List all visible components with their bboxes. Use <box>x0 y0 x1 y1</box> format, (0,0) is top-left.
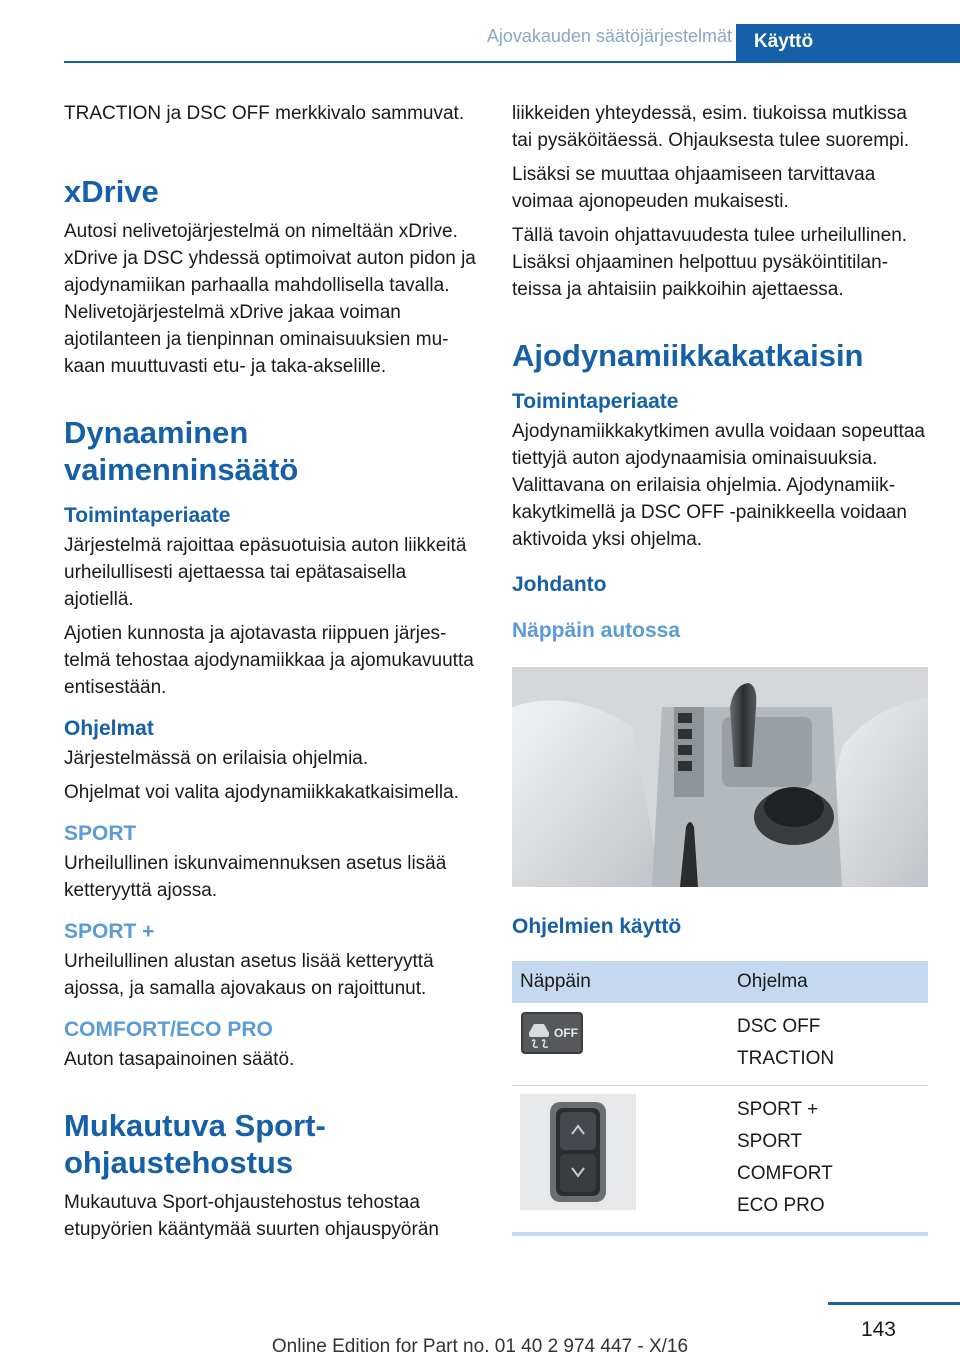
driving-dynamics-switch-icon <box>520 1094 636 1210</box>
center-console-photo <box>512 667 928 887</box>
steering-heading: Mukautuva Sportohjaustehostus <box>64 1108 326 1180</box>
programs-text-1: Järjestelmässä on erilaisia ohjelmia. <box>64 748 369 769</box>
header-rule <box>64 61 960 63</box>
rocker-programs <box>729 1086 928 1235</box>
steering-text: Mukautuva Sport-ohjaustehostus tehostaa etupyörien kääntymää suurten ohjauspyörän <box>64 1192 439 1240</box>
off-label: OFF <box>554 1026 578 1040</box>
comfort-eco-heading: COMFORT/ECO PRO <box>64 1018 273 1041</box>
online-edition-note: Online Edition for Part no. 01 40 2 974 447 - X/16 <box>271 1336 689 1357</box>
table-header-row <box>512 961 928 1003</box>
traction-text: TRACTION ja DSC OFF merkkivalo sammuvat. <box>64 103 465 124</box>
program-item: TRACTION <box>737 1048 835 1069</box>
in-car-heading: Näppäin autossa <box>512 619 681 642</box>
page-number: 143 <box>860 1318 896 1341</box>
sport-plus-heading: SPORT + <box>64 920 155 943</box>
program-item: SPORT <box>737 1131 803 1152</box>
table-row <box>512 1003 928 1086</box>
damper-text-1: Järjestelmä rajoittaa epäsuotuisia auton liikkeitä urheilullisesti ajettaessa tai epätasaisella ajotiellä. <box>64 535 467 610</box>
left-column <box>64 100 476 1250</box>
comfort-eco-text: Auton tasapainoinen säätö. <box>64 1049 295 1070</box>
program-item: ECO PRO <box>737 1195 825 1216</box>
program-item: DSC OFF <box>737 1016 821 1037</box>
footer-rule <box>828 1302 960 1305</box>
steering-cont-2: Lisäksi se muuttaa ohjaamiseen tarvittavaa voimaa ajonopeuden mukaisesti. <box>512 164 876 212</box>
intro-heading: Johdanto <box>512 573 607 596</box>
right-column <box>512 100 928 1236</box>
usage-heading: Ohjelmien käyttö <box>512 915 682 938</box>
damper-heading: Dynaaminen vaimenninsäätö <box>64 415 299 487</box>
sport-heading: SPORT <box>64 822 137 845</box>
switch-heading: Ajodynamiikkakatkaisin <box>512 338 864 373</box>
xdrive-heading: xDrive <box>64 174 159 209</box>
rocker-cell <box>512 1086 729 1235</box>
steering-cont-3: Tällä tavoin ohjattavuudesta tulee urheilullinen. Lisäksi ohjaaminen helpottuu pysäköintitilanteissa ja ahtaisiin paikkoihin ajettaessa. <box>512 225 908 300</box>
dsc-off-programs <box>729 1003 928 1086</box>
switch-subheading: Toimintaperiaate <box>512 390 679 413</box>
sport-text: Urheilullinen iskunvaimennuksen asetus lisää ketteryyttä ajossa. <box>64 853 447 901</box>
programs-text-2: Ohjelmat voi valita ajodynamiikkakatkaisimella. <box>64 782 459 803</box>
xdrive-text: Autosi nelivetojärjestelmä on nimeltään xDrive. xDrive ja DSC yhdessä optimoivat auton pidon ja ajodynamiikan parhaalla mahdollisella tavalla. Nelivetojärjestelmä xDrive jakaa voiman ajotilanteen ja tienpinnan ominaisuuksien mukaan muuttuvasti etu- ja taka-akselille. <box>64 221 476 377</box>
running-header-section: Ajovakauden säätöjärjestelmät <box>486 26 732 46</box>
dsc-off-cell <box>512 1003 729 1086</box>
console-illustration <box>512 667 928 887</box>
damper-subheading: Toimintaperiaate <box>64 504 231 527</box>
program-item: COMFORT <box>737 1163 833 1184</box>
dsc-off-button-icon <box>520 1011 584 1055</box>
sport-plus-text: Urheilullinen alustan asetus lisää ketteryyttä ajossa, ja samalla ajovakaus on rajoittunut. <box>64 951 434 999</box>
programs-table <box>512 961 928 1236</box>
col-button-header: Näppäin <box>512 961 729 1003</box>
table-row <box>512 1086 928 1235</box>
switch-text: Ajodynamiikkakytkimen avulla voidaan sopeuttaa tiettyjä auton ajodynaamisia ominaisuuksia. Valittavana on erilaisia ohjelmia. Ajodynamiikkakytkimellä ja DSC OFF -painikkeella voidaan aktivoida yksi ohjelma. <box>512 421 925 550</box>
col-program-header: Ohjelma <box>729 961 928 1003</box>
damper-text-2: Ajotien kunnosta ja ajotavasta riippuen järjestelmä tehostaa ajodynamiikkaa ja ajomukavuutta entisestään. <box>64 623 474 698</box>
program-item: SPORT + <box>737 1099 819 1120</box>
steering-cont-1: liikkeiden yhteydessä, esim. tiukoissa mutkissa tai pysäköitäessä. Ohjauksesta tulee suorempi. <box>512 103 910 151</box>
running-header-tab: Käyttö <box>736 24 960 62</box>
programs-heading: Ohjelmat <box>64 717 154 740</box>
